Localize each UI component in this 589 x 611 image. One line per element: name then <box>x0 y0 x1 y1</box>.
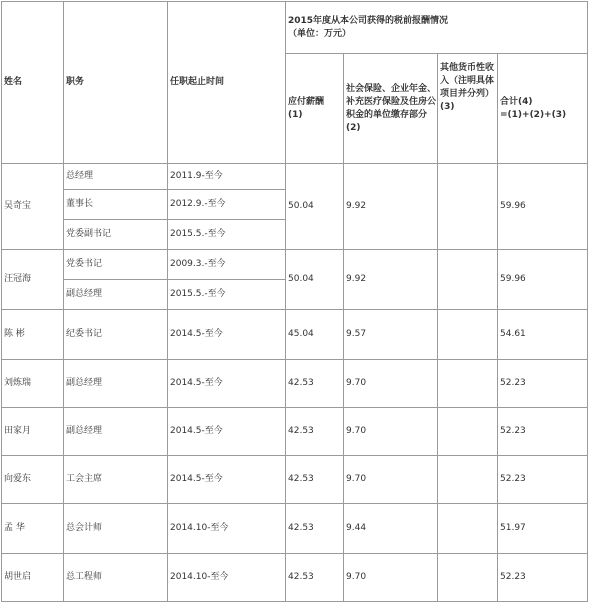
compensation-table <box>1 1 588 602</box>
name-cell: 刘炼瑞 <box>2 360 64 408</box>
social-cell: 9.92 <box>344 250 438 310</box>
total-cell: 54.61 <box>498 310 588 360</box>
social-cell: 9.70 <box>344 554 438 602</box>
total-cell: 52.23 <box>498 408 588 456</box>
other-cell <box>438 456 498 504</box>
salary-cell: 42.53 <box>286 408 344 456</box>
header-social-no: (2) <box>346 122 361 133</box>
name-cell: 吴奇宝 <box>2 164 64 250</box>
salary-cell: 45.04 <box>286 310 344 360</box>
header-unit: （单位：万元） <box>288 28 352 39</box>
name-cell: 田家月 <box>2 408 64 456</box>
header-group-title: 2015年度从本公司获得的税前报酬情况 <box>288 15 449 26</box>
name-cell: 胡世启 <box>2 554 64 602</box>
social-cell: 9.70 <box>344 360 438 408</box>
position-cell: 总会计师 <box>64 504 168 554</box>
header-other <box>438 54 498 164</box>
header-term: 任职起止时间 <box>168 2 286 164</box>
name-cell: 孟 华 <box>2 504 64 554</box>
term-cell: 2014.5-至今 <box>168 408 286 456</box>
header-other-label: 其他货币性收入（注明具体项目并分列） <box>440 63 495 99</box>
header-total-label: 合计(4) <box>500 96 533 107</box>
other-cell <box>438 360 498 408</box>
position-cell: 工会主席 <box>64 456 168 504</box>
other-cell <box>438 504 498 554</box>
position-cell: 党委副书记 <box>64 220 168 250</box>
social-cell: 9.70 <box>344 408 438 456</box>
other-cell <box>438 250 498 310</box>
position-cell: 董事长 <box>64 190 168 220</box>
salary-cell: 50.04 <box>286 250 344 310</box>
position-cell: 总经理 <box>64 164 168 190</box>
name-cell: 向爱东 <box>2 456 64 504</box>
header-social <box>344 54 438 164</box>
total-cell: 52.23 <box>498 456 588 504</box>
name-cell: 汪冠海 <box>2 250 64 310</box>
social-cell: 9.70 <box>344 456 438 504</box>
position-cell: 副总经理 <box>64 280 168 310</box>
header-other-no: (3) <box>440 102 455 112</box>
salary-cell: 42.53 <box>286 554 344 602</box>
salary-cell: 42.53 <box>286 360 344 408</box>
term-cell: 2014.10-至今 <box>168 504 286 554</box>
other-cell <box>438 310 498 360</box>
position-cell: 副总经理 <box>64 360 168 408</box>
term-cell: 2014.5-至今 <box>168 456 286 504</box>
term-cell: 2015.5.-至今 <box>168 280 286 310</box>
other-cell <box>438 408 498 456</box>
social-cell: 9.44 <box>344 504 438 554</box>
salary-cell: 42.53 <box>286 456 344 504</box>
position-cell: 副总经理 <box>64 408 168 456</box>
position-cell: 党委书记 <box>64 250 168 280</box>
header-salary-label: 应付薪酬 <box>288 96 325 107</box>
term-cell: 2015.5.-至今 <box>168 220 286 250</box>
header-total-formula: =(1)+(2)+(3) <box>500 109 567 120</box>
total-cell: 52.23 <box>498 360 588 408</box>
header-salary-no: (1) <box>288 109 303 120</box>
other-cell <box>438 554 498 602</box>
term-cell: 2012.9.-至今 <box>168 190 286 220</box>
total-cell: 51.97 <box>498 504 588 554</box>
header-salary <box>286 54 344 164</box>
position-cell: 纪委书记 <box>64 310 168 360</box>
term-cell: 2009.3.-至今 <box>168 250 286 280</box>
term-cell: 2014.5-至今 <box>168 360 286 408</box>
term-cell: 2014.10-至今 <box>168 554 286 602</box>
name-cell: 陈 彬 <box>2 310 64 360</box>
salary-cell: 50.04 <box>286 164 344 250</box>
header-group <box>286 2 588 54</box>
other-cell <box>438 164 498 250</box>
total-cell: 59.96 <box>498 250 588 310</box>
salary-cell: 42.53 <box>286 504 344 554</box>
social-cell: 9.57 <box>344 310 438 360</box>
header-social-label: 社会保险、企业年金、补充医疗保险及住房公积金的单位缴存部分 <box>346 83 437 120</box>
header-position: 职务 <box>64 2 168 164</box>
position-cell: 总工程师 <box>64 554 168 602</box>
total-cell: 59.96 <box>498 164 588 250</box>
social-cell: 9.92 <box>344 164 438 250</box>
term-cell: 2011.9-至今 <box>168 164 286 190</box>
term-cell: 2014.5-至今 <box>168 310 286 360</box>
total-cell: 52.23 <box>498 554 588 602</box>
header-name: 姓名 <box>2 2 64 164</box>
header-total <box>498 54 588 164</box>
